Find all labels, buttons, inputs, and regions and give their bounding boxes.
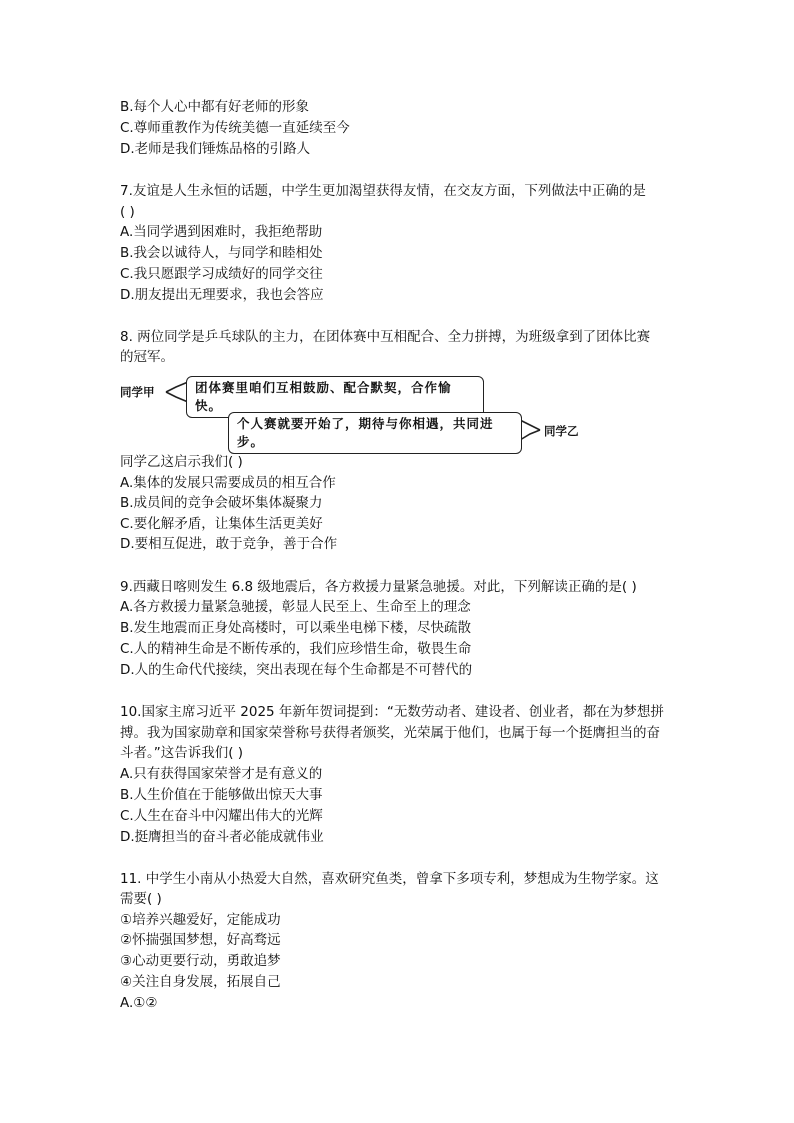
q11-stem-line-2: 需要( ) xyxy=(120,891,162,907)
q11-statement-2: ②怀揣强国梦想，好高骛远 xyxy=(120,932,281,948)
q9-option-b: B.发生地震而正身处高楼时，可以乘坐电梯下楼，尽快疏散 xyxy=(120,620,472,636)
q8-option-d: D.要相互促进，敢于竞争，善于合作 xyxy=(120,536,338,552)
q6-option-b: B.每个人心中都有好老师的形象 xyxy=(120,99,310,115)
pointer-b xyxy=(520,420,540,430)
q10-option-a: A.只有获得国家荣誉才是有意义的 xyxy=(120,766,323,782)
q8-stem-line-2: 的冠军。 xyxy=(120,349,174,365)
q11-option-a: A.①② xyxy=(120,995,158,1011)
speaker-a-label: 同学甲 xyxy=(120,385,155,399)
q8-question: 同学乙这启示我们( ) xyxy=(120,454,243,470)
q8-option-a: A.集体的发展只需要成员的相互合作 xyxy=(120,475,336,491)
q11-statement-3: ③心动更要行动，勇敢追梦 xyxy=(120,953,281,969)
pointer-b-lower xyxy=(520,430,540,440)
q10-option-c: C.人生在奋斗中闪耀出伟大的光辉 xyxy=(120,808,323,824)
speaker-b-label: 同学乙 xyxy=(544,424,579,438)
q10-stem-line-2: 搏。我为国家勋章和国家荣誉称号获得者颁奖，光荣属于他们，也属于每一个挺膺担当的奋 xyxy=(120,725,660,741)
speech-bubble-a: 团体赛里咱们互相鼓励、配合默契，合作愉快。 xyxy=(186,376,484,418)
speech-bubble-b: 个人赛就要开始了，期待与你相遇，共同进步。 xyxy=(228,412,522,454)
q8-option-b: B.成员间的竞争会破坏集体凝聚力 xyxy=(120,495,323,511)
q7-option-c: C.我只愿跟学习成绩好的同学交往 xyxy=(120,266,323,282)
q9-option-c: C.人的精神生命是不断传承的，我们应珍惜生命，敬畏生命 xyxy=(120,641,472,657)
q11-statement-4: ④关注自身发展，拓展自己 xyxy=(120,974,281,990)
q8-stem-line-1: 8. 两位同学是乒乓球队的主力，在团体赛中互相配合、全力拼搏，为班级拿到了团体比赛 xyxy=(120,329,651,345)
pointer-a xyxy=(166,382,188,392)
q9-option-a: A.各方救援力量紧急驰援，彰显人民至上、生命至上的理念 xyxy=(120,599,471,615)
q7-option-d: D.朋友提出无理要求，我也会答应 xyxy=(120,287,324,303)
q7-stem-line-2: ( ) xyxy=(120,204,135,220)
q9-stem: 9.西藏日喀则发生 6.8 级地震后，各方救援力量紧急驰援。对此，下列解读正确的是( ) xyxy=(120,579,637,595)
q7-option-b: B.我会以诚待人，与同学和睦相处 xyxy=(120,245,323,261)
q8-option-c: C.要化解矛盾，让集体生活更美好 xyxy=(120,516,323,532)
q6-option-c: C.尊师重教作为传统美德一直延续至今 xyxy=(120,120,350,136)
q11-stem-line-1: 11. 中学生小南从小热爱大自然，喜欢研究鱼类，曾拿下多项专利，梦想成为生物学家。这 xyxy=(120,871,659,887)
dialogue-illustration xyxy=(120,374,620,449)
q6-option-d: D.老师是我们锤炼品格的引路人 xyxy=(120,141,311,157)
q10-option-b: B.人生价值在于能够做出惊天大事 xyxy=(120,787,323,803)
q9-option-d: D.人的生命代代接续，突出表现在每个生命都是不可替代的 xyxy=(120,662,473,678)
q11-statement-1: ①培养兴趣爱好，定能成功 xyxy=(120,912,281,928)
q10-stem-line-1: 10.国家主席习近平 2025 年新年贺词提到：“无数劳动者、建设者、创业者，都在为梦想拼 xyxy=(120,704,664,720)
q10-stem-line-3: 斗者。”这告诉我们( ) xyxy=(120,745,244,761)
q7-stem-line-1: 7.友谊是人生永恒的话题，中学生更加渴望获得友情，在交友方面，下列做法中正确的是 xyxy=(120,183,646,199)
q10-option-d: D.挺膺担当的奋斗者必能成就伟业 xyxy=(120,829,324,845)
pointer-a-lower xyxy=(166,392,188,402)
q7-option-a: A.当同学遇到困难时，我拒绝帮助 xyxy=(120,224,323,240)
